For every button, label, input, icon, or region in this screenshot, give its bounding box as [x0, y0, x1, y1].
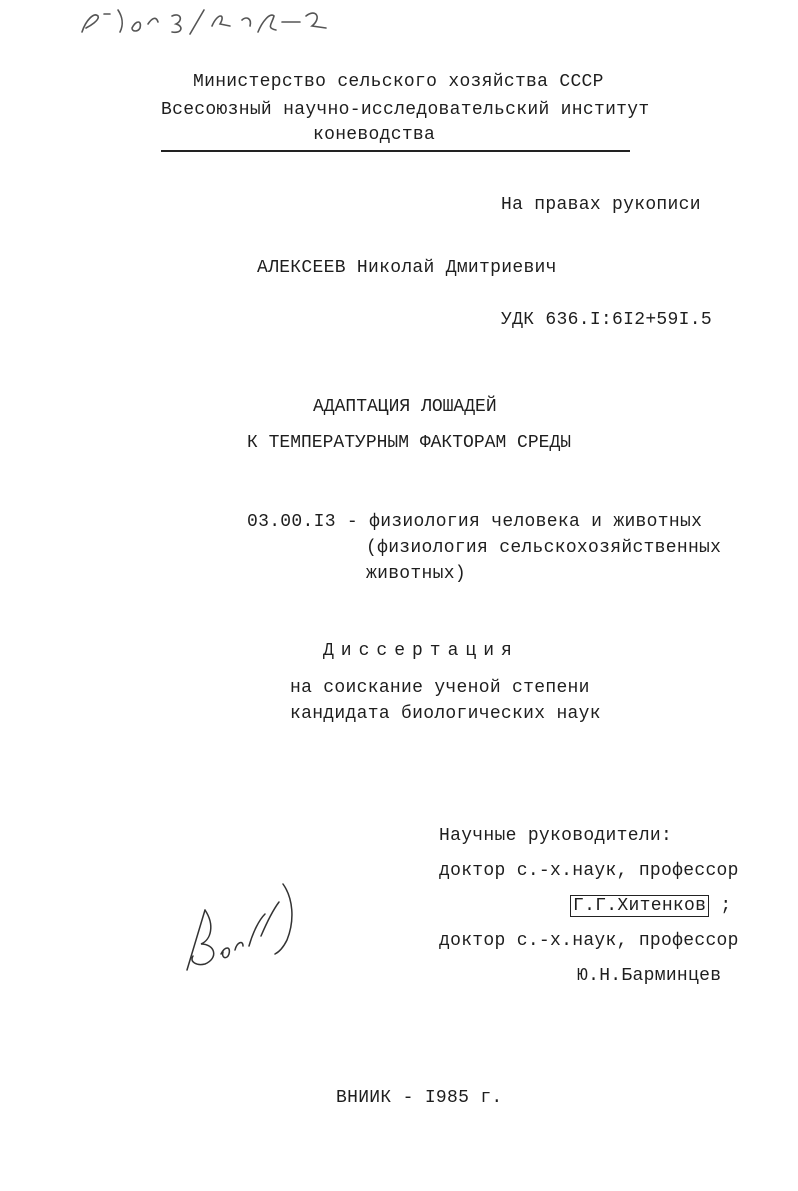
handwritten-archive-number: [60, 2, 340, 42]
manuscript-note: На правах рукописи: [501, 195, 701, 215]
institute-line-2: коневодства: [313, 125, 436, 145]
advisors-heading: Научные руководители:: [439, 826, 673, 846]
institute-line-1: Всесоюзный научно-исследовательский институт: [161, 100, 650, 120]
advisor-2-name: Ю.Н.Барминцев: [577, 966, 722, 986]
handwritten-signature: [175, 870, 315, 985]
specialty-line-2: (физиология сельскохозяйственных: [366, 538, 722, 558]
dissertation-line-3: кандидата биологических наук: [290, 704, 601, 724]
ministry-line: Министерство сельского хозяйства СССР: [193, 72, 604, 92]
advisor-separator: ;: [720, 896, 732, 916]
dissertation-line-2: на соискание ученой степени: [290, 678, 590, 698]
advisor-2-title: доктор с.-х.наук, профессор: [439, 931, 739, 951]
advisor-1-name: Г.Г.Хитенков: [570, 895, 709, 917]
author-name: АЛЕКСЕЕВ Николай Дмитриевич: [257, 258, 557, 278]
archive-number-text: [340, 2, 341, 3]
dissertation-label: Диссертация: [323, 641, 519, 661]
specialty-line-3: животных): [366, 564, 466, 584]
specialty-code-line: 03.00.I3 - физиология человека и животных: [247, 512, 703, 532]
footer-place-year: ВНИИК - I985 г.: [336, 1088, 503, 1108]
header-divider: [161, 150, 630, 152]
udc-code: УДК 636.I:6I2+59I.5: [501, 310, 712, 330]
advisor-1-title: доктор с.-х.наук, профессор: [439, 861, 739, 881]
title-line-1: АДАПТАЦИЯ ЛОШАДЕЙ: [313, 397, 497, 417]
title-line-2: К ТЕМПЕРАТУРНЫМ ФАКТОРАМ СРЕДЫ: [247, 433, 572, 453]
advisor-1-name-row: [570, 895, 731, 917]
